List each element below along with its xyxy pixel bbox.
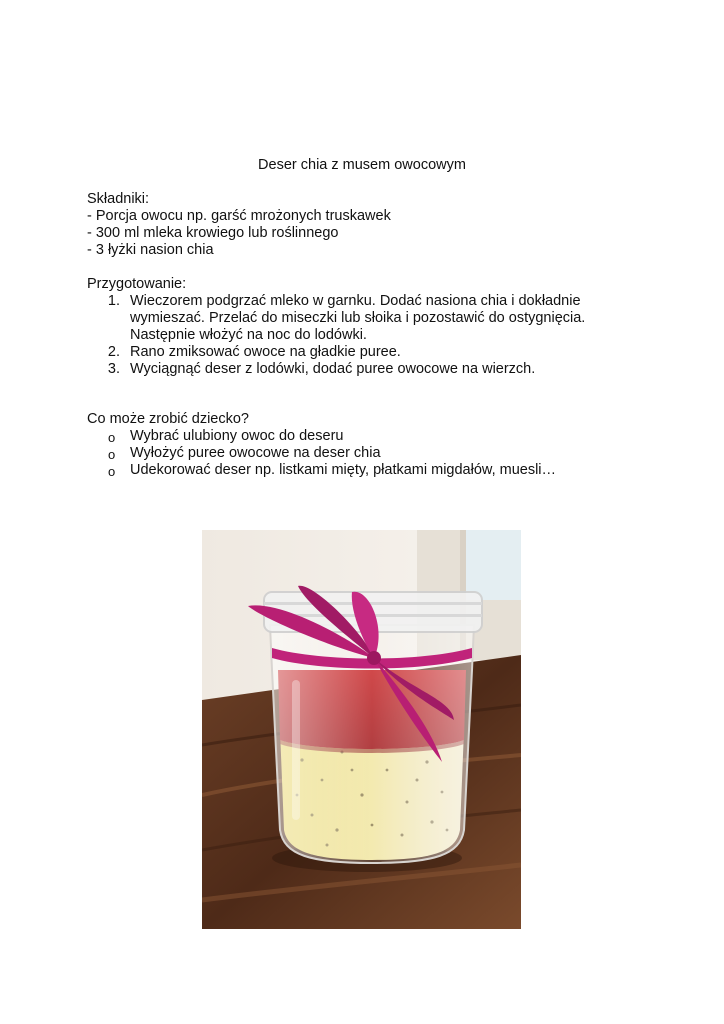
bullet-icon: o <box>108 447 116 462</box>
child-task: Wyłożyć puree owocowe na deser chia <box>130 445 381 461</box>
child-task: Udekorować deser np. listkami mięty, płatkami migdałów, muesli… <box>130 462 557 478</box>
ingredient-item: - Porcja owocu np. garść mrożonych truskawek <box>87 208 391 224</box>
step-text: Rano zmiksować owoce na gładkie puree. <box>130 344 401 360</box>
step-text: Wieczorem podgrzać mleko w garnku. Dodać nasiona chia i dokładnie <box>130 293 581 309</box>
recipe-title: Deser chia z musem owocowym <box>258 157 466 173</box>
child-task: Wybrać ulubiony owoc do deseru <box>130 428 344 444</box>
ingredient-item: - 300 ml mleka krowiego lub roślinnego <box>87 225 339 241</box>
preparation-heading: Przygotowanie: <box>87 276 187 292</box>
ingredients-heading: Składniki: <box>87 191 150 207</box>
step-number: 1. <box>107 293 120 309</box>
step-number: 3. <box>107 361 120 377</box>
step-text: Wyciągnąć deser z lodówki, dodać puree owocowe na wierzch. <box>130 361 536 377</box>
bullet-icon: o <box>108 430 116 445</box>
child-heading: Co może zrobić dziecko? <box>87 411 249 427</box>
step-number: 2. <box>107 344 120 360</box>
step-text: Następnie włożyć na noc do lodówki. <box>130 327 367 343</box>
bullet-icon: o <box>108 464 116 479</box>
ingredient-item: - 3 łyżki nasion chia <box>87 242 214 258</box>
dessert-jar-photo <box>202 530 521 929</box>
step-text: wymieszać. Przelać do miseczki lub słoika i pozostawić do ostygnięcia. <box>130 310 586 326</box>
